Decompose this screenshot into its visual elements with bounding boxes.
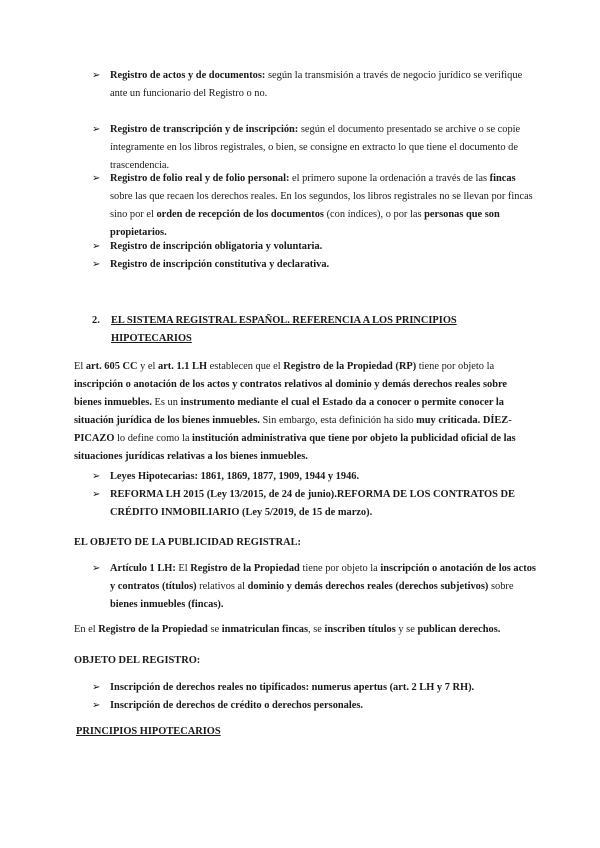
arrow-bullet-icon: ➢ [92, 241, 101, 252]
list-item: ➢ Registro de folio real y de folio personal: el primero supone la ordenación a través de las fincas sobre las que recaen los derechos reales. En los segundos, los libros registrales no se llevan por fincas sino por el orden de recepción de los documentos (con índices), o por las personas que son propietarios. [92, 170, 540, 242]
list-item: ➢ Registro de transcripción y de inscripción: según el documento presentado se archive o se copie íntegramente en los libros registrales, o bien, se consigne en extracto lo que tiene el documento de trascendencia. [92, 121, 540, 175]
intro-paragraph: El art. 605 CC y el art. 1.1 LH establecen que el Registro de la Propiedad (RP) tiene por objeto la inscripción o anotación de los actos y contratos relativos al dominio y demás derechos reales sobre bienes inmuebles. Es un instrumento mediante el cual el Estado da a conocer o permite conocer la situación jurídica de los bienes inmuebles. Sin embargo, esta definición ha sido muy criticada. DÍEZ-PICAZO lo define como la institución administrativa que tiene por objeto la publicidad oficial de las situaciones jurídicas relativas a los bienes inmuebles. [74, 361, 516, 462]
heading-objeto-publicidad: EL OBJETO DE LA PUBLICIDAD REGISTRAL: [74, 537, 302, 548]
list-item: ➢ Registro de inscripción obligatoria y voluntaria. [92, 238, 540, 256]
list-item: ➢ REFORMA LH 2015 (Ley 13/2015, de 24 de junio).REFORMA DE LOS CONTRATOS DE CRÉDITO INMOBILIARIO (Ley 5/2019, de 15 de marzo). [92, 486, 540, 522]
arrow-bullet-icon: ➢ [92, 124, 101, 135]
list-item: ➢ Leyes Hipotecarias: 1861, 1869, 1877, 1909, 1944 y 1946. [92, 468, 540, 486]
list-item: ➢ Inscripción de derechos de crédito o derechos personales. [92, 697, 540, 715]
arrow-bullet-icon: ➢ [92, 700, 101, 711]
arrow-bullet-icon: ➢ [92, 489, 101, 500]
arrow-bullet-icon: ➢ [92, 259, 101, 270]
arrow-bullet-icon: ➢ [92, 70, 101, 81]
registro-paragraph: En el Registro de la Propiedad se inmatriculan fincas, se inscriben títulos y se publican derechos. [74, 624, 501, 635]
heading-objeto-registro: OBJETO DEL REGISTRO: [74, 655, 201, 666]
list-item: ➢ Registro de inscripción constitutiva y declarativa. [92, 256, 540, 274]
list-item: ➢ Artículo 1 LH: El Registro de la Propiedad tiene por objeto la inscripción o anotación de los actos y contratos (títulos) relativos al dominio y demás derechos reales (derechos subjetivos) sobre bienes inmuebles (fincas). [92, 560, 540, 614]
arrow-bullet-icon: ➢ [92, 563, 101, 574]
list-item: ➢ Inscripción de derechos reales no tipificados: numerus apertus (art. 2 LH y 7 RH). [92, 679, 540, 697]
list-item: ➢ Registro de actos y de documentos: según la transmisión a través de negocio jurídico se verifique ante un funcionario del Registro o no. [92, 67, 540, 103]
heading-principios: PRINCIPIOS HIPOTECARIOS [76, 726, 221, 737]
arrow-bullet-icon: ➢ [92, 471, 101, 482]
arrow-bullet-icon: ➢ [92, 682, 101, 693]
arrow-bullet-icon: ➢ [92, 173, 101, 184]
section-heading: 2. EL SISTEMA REGISTRAL ESPAÑOL. REFERENCIA A LOS PRINCIPIOS HIPOTECARIOS [92, 315, 457, 344]
